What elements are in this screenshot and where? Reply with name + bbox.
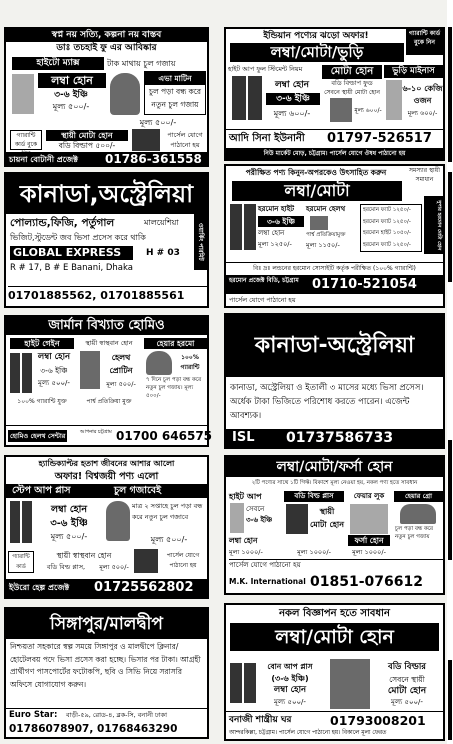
ad3-visa: ভিজিট,স্টুডেন্ট জব ভিসা প্রসেস করে থাকি xyxy=(10,233,146,242)
ad4-p2-sub: পার্শ্ব প্রতিক্রিয়ামুক্ত xyxy=(306,232,346,238)
ad4-big: লম্বা/মোটা xyxy=(232,181,402,201)
ad-canada-australia-global xyxy=(4,172,209,308)
ad-german-homeo xyxy=(4,315,213,447)
ad2-slim-price: মূল্য ৬০০/- xyxy=(407,109,438,117)
ad6-big: কানাডা-অস্ট্রেলিয়া xyxy=(226,315,443,377)
ad9-address: বাড়ী-৫৯, রোড-৪, ব্লক-সি, বনানী ঢাকা xyxy=(66,711,167,719)
ad8-footer-name: M.K. International xyxy=(229,577,306,586)
ad5-muscle-image xyxy=(80,351,100,389)
ad10-p1-inch: (৩-৬ ইঞ্চি) xyxy=(271,674,309,683)
ad2-fat-image xyxy=(330,98,352,122)
ad6-company: ISL xyxy=(232,430,255,445)
ad5-footer xyxy=(6,425,213,446)
ad-mk-international xyxy=(224,455,445,595)
ad2-slim-image xyxy=(386,80,402,120)
ad4-inch: ৩-৬ ইঞ্চি xyxy=(258,216,304,227)
ad8-p4-image xyxy=(400,504,436,524)
ad7-muscle-prod: বডি বিল্ড প্লাস, xyxy=(46,563,86,571)
ad7-hair-text: মাত্র ২ সপ্তাহে চুল পড়া বন্ধ করে নতুন চুল গজাবে xyxy=(132,502,203,521)
ad8-big: লম্বা/মোটা/ফর্সা হোন xyxy=(226,457,443,477)
ad2-phone: 01797-526517 xyxy=(327,131,432,146)
ad4-muscle-image xyxy=(310,216,328,230)
ad2-inch: ৩-৬ ইঞ্চি xyxy=(266,93,320,105)
ad-banaji-shastriya xyxy=(224,603,445,741)
ad7-man-image-1 xyxy=(10,501,20,543)
ad2-tag: গ্যারান্টি কার্ড বুকে নিন xyxy=(406,29,443,55)
ad1-inch: ৩-৬ ইঞ্চি xyxy=(54,90,88,100)
ad7-parcel: পার্সেল যোগে পাঠানো হয় xyxy=(166,552,200,569)
ad1-hair-box xyxy=(144,71,206,115)
ad1-price2: মূল্য ৫০০/- xyxy=(139,118,177,127)
ad8-p3: ফেয়ার লুক xyxy=(353,492,385,500)
ad7-band xyxy=(6,484,207,498)
ad9-address-row xyxy=(6,708,207,722)
ad2-slim-title: ভুড়ি মাইনাস xyxy=(384,65,443,78)
ad10-p2-s: সেবনে স্থায়ী xyxy=(389,675,425,684)
ad1-guarantee: গ্যারান্টি কার্ড বুকে xyxy=(10,130,42,150)
ad7-phone: 01725562802 xyxy=(94,580,194,595)
ad8-p1-inch: ৩-৬ ইঞ্চি xyxy=(246,516,273,524)
ad1-muscle-image xyxy=(132,129,160,151)
ad5-col2-big: হেলথ প্রোটিন xyxy=(109,353,133,375)
cropped-right-edge xyxy=(447,0,453,744)
ad10-address: আন্দরকিল্লা, চট্টগ্রাম। পার্সেল যোগে পাঠানো হয়। বিকালে মূল্য ফেরত xyxy=(229,730,387,736)
ad8-p1-s: সেবনে xyxy=(246,505,265,513)
ad-hormone-products xyxy=(224,164,445,308)
ad7-muscle: স্থায়ী স্বাস্থবান হোন xyxy=(56,551,112,560)
ad7-muscle-price: মূল্য ৫০০/- xyxy=(99,563,129,571)
ad7-price1: মূল্য ৫০০/- xyxy=(50,532,88,541)
ad2-fat-sub: বডি বিল্ডাপ ফুড xyxy=(331,79,373,87)
ad9-body: নিশ্চয়তা সহকারে স্বল্প সময়ে সিঙ্গাপুর ও মালদ্বীপে ক্লিনার/হোটেলবয় পদে ভিসা প্রসেস করা হচ্ছে। ভিসার পর টাকা। আগ্রহী প্রার্থীগণ পাসপোর্টের ফটোকপি, ছবি ও সিভি নিয়ে সরাসরি অফিসে যোগাযোগ করুন। xyxy=(10,642,201,689)
ad9-big: সিঙ্গাপুর/মালদ্বীপ xyxy=(6,609,207,639)
ad2-headline: ইন্ডিয়ান পণ্যের ঝড়ো অফার! xyxy=(263,31,369,41)
ad2-man-image-2 xyxy=(248,76,262,120)
ad7-line2: অফার! বিশ্বজয়ী পণ্য এলো xyxy=(54,471,159,482)
ad1-pill: স্থায়ী মোটা হোন xyxy=(46,130,128,141)
ad10-p2-price: মূল্য ৫০০/- xyxy=(391,698,423,706)
ad4-footer xyxy=(226,276,443,294)
ad8-p4: হেয়ার গ্রো xyxy=(394,491,443,502)
ad8-p2-big: স্থায়ী মোটা হোন xyxy=(310,507,345,529)
ad5-man-image-2 xyxy=(22,353,32,393)
ad3-road: R # 17, B # E Banani, Dhaka xyxy=(10,263,133,273)
ad2-price1: মূল্য ৬০০/- xyxy=(273,109,311,118)
ad4-p2: হরমোন হেলথ xyxy=(306,205,346,213)
ad-step-up-plus xyxy=(4,455,209,599)
ad5-headline: জার্মান বিখ্যাত হোমিও xyxy=(6,317,207,335)
ad3-house: H # 03 xyxy=(146,248,180,258)
ad5-price1: মূল্য ৫০০/- xyxy=(38,379,70,387)
ad4-mini-3: হরমোন হাইট ১০৫০/- xyxy=(363,230,412,236)
ad1-footer xyxy=(6,152,207,167)
ad8-p1: হাইট আপ xyxy=(229,492,262,501)
ad5-man-image-1 xyxy=(10,353,20,393)
ad2-address: নিউ মার্কেট মোড়, চট্টগ্রাম। পার্সেল যোগে ঔষধ পাঠানো হয় xyxy=(226,148,443,159)
ad2-slim-range: ৬-১০ কেজি xyxy=(402,84,443,93)
ad4-p2-price: মূল্য ১১৫০/- xyxy=(306,241,340,249)
ad4-parcel: পার্সেল যোগে পাঠানো হয় xyxy=(229,296,296,304)
ad10-p2-big: মোটা হোন xyxy=(387,686,427,696)
ad4-mini-list xyxy=(360,204,422,252)
ad4-p1-price: মূল্য ১২৫০/- xyxy=(258,240,292,248)
ad8-p2-image xyxy=(286,504,308,534)
ad8-p2-price: মূল্য ১০০০/- xyxy=(297,548,331,556)
ad1-hair-text1: চুল পড়া বন্ধ করে xyxy=(149,87,201,96)
ad7-man-image-2 xyxy=(22,501,32,543)
ad10-p2: বডি বিল্ডার xyxy=(388,662,426,672)
ad1-parcel: পার্সেল যোগে পাঠানো হয় xyxy=(167,131,203,149)
ad3-big: কানাডা,অস্ট্রেলিয়া xyxy=(6,174,207,214)
ad7-footer xyxy=(6,579,207,597)
ad5-col3-title: হেয়ার হরমো xyxy=(144,338,207,349)
ad10-p1: বোন আপ প্লাস xyxy=(267,662,313,671)
ad5-footer-name: হোমিও হেলথ সেন্টার xyxy=(10,432,66,440)
ad5-col1-big: লম্বা হোন xyxy=(37,352,71,362)
ad7-line1: হ্যান্ডিক্যাপ্টর হতাশ জীবনের আশার আলো xyxy=(38,459,175,468)
ad1-bottle-image xyxy=(12,74,34,114)
ad7-price2: মূল্য ৫০০/- xyxy=(150,535,188,544)
ad1-hair-top: টাক মাথায় চুল গজায় xyxy=(107,59,176,68)
ad3-phone: 01701885562, 01701885561 xyxy=(8,286,207,305)
ad1-hair-text2: নতুন চুল গজায় xyxy=(151,100,199,109)
ad10-big: লম্বা/মোটা হোন xyxy=(230,623,439,651)
ad4-side-top: সমস্যার স্থায়ী সমাধান xyxy=(409,167,440,183)
ad-hair-height-china xyxy=(4,27,209,167)
ad1-hair-title: এভা মাটিন xyxy=(145,72,205,85)
ad4-p1-sub: লম্বা হোন xyxy=(258,229,285,237)
ad4-society: বিঃ দ্রঃ লন্ডনের হরমোন সোসাইটি কর্তৃক পরীক্ষিত (১০০% গ্যারান্টি) xyxy=(226,262,443,276)
ad-indian-products xyxy=(224,27,445,161)
ad8-p1-big: লম্বা হোন xyxy=(229,536,258,545)
ad4-mini-1: হরমোন ফ্যাট ১২৫০/- xyxy=(363,207,411,213)
ad1-head-image xyxy=(110,73,140,115)
ad5-side-effect: পার্শ্ব প্রতিক্রিয়া মুক্ত xyxy=(86,398,132,405)
ad1-line2: ডাঃ তচহাই ফু এর আবিষ্কার xyxy=(56,43,157,53)
ad2-big: লম্বা/মোটা/ভুড়ি xyxy=(230,43,404,62)
ad3-side: ওয়ার্কিং পারমিট xyxy=(194,214,207,270)
ad10-man-image-1 xyxy=(230,663,242,703)
ad3-countries: পোল্যান্ড,ফিজি, পর্তুগাল xyxy=(10,217,115,229)
ad8-parcel: পার্সেল যোগে পাঠানো হয় xyxy=(229,559,443,571)
ad5-guarantee: ১০০% গ্যারান্টি যুক্ত xyxy=(17,398,67,405)
ad8-p1-price: মূল্য ১০০০/- xyxy=(229,548,263,556)
ad1-footer-name: চায়না বোটানী প্রজেক্ট xyxy=(9,155,78,164)
ad4-phone: 01710-521054 xyxy=(312,277,417,292)
ad5-col1-title: হাইট গেইন xyxy=(10,338,74,349)
ad1-badge: হাইটো ম্যাক্স xyxy=(12,57,104,70)
ad7-footer-name: ইউরো হেল্প প্রজেক্ট xyxy=(9,583,70,592)
ad7-band-label: স্টেপ আপ প্লাস xyxy=(12,485,71,496)
ad2-ht-title: হাইট আপ ফুল স্টিমেন্ট নিয়ম xyxy=(228,65,303,73)
ad4-p1: হরমোন হাইট xyxy=(258,205,295,213)
ad1-line1: স্বপ্ন নয় সত্যি, কল্পনা নয় বাস্তব xyxy=(6,29,207,42)
ad10-footer-name: বনাজী শান্ত্রীয় ঘর xyxy=(229,715,292,725)
ad4-man-image-2 xyxy=(244,204,256,250)
ad8-p3-image xyxy=(350,504,388,534)
ad4-side-tag1: সুপার হরমোন xyxy=(436,199,442,228)
ad7-big: লম্বা হোন xyxy=(50,504,87,515)
ad5-phone: 01700 646575 xyxy=(116,429,213,443)
ad10-muscle-image xyxy=(330,659,370,709)
ad4-mini-4: হরমোন ফ্যাট ১২৫০/- xyxy=(363,241,411,248)
ad10-p1-big: লম্বা হোন xyxy=(273,685,307,695)
ad10-headline: নকল বিজ্ঞাপন হতে সাবধান xyxy=(279,608,390,619)
ad-singapore-maldives xyxy=(4,607,209,739)
ad3-company: GLOBAL EXPRESS xyxy=(10,246,133,260)
ad4-side-tag xyxy=(424,196,443,254)
ad2-fat-sub2: সেবনে স্থায়ী মোটা হোন xyxy=(324,89,380,96)
ad8-p3-big: ফর্সা হোন xyxy=(348,535,390,546)
ad4-headline: পরীক্ষিত পণ্য কিনুন-অপরকেও উৎসাহিত করুন xyxy=(245,168,387,177)
ad3-extra: মালয়েশিয়া xyxy=(144,218,179,227)
ad5-footer-sub: আপনার চট্টগ্রাম xyxy=(80,429,112,435)
ad4-side-tag2: মোটা হোন xyxy=(436,228,442,251)
ad2-ht-text: লম্বা হোন xyxy=(274,80,310,90)
ad7-band2-label: চুল গজাবেই xyxy=(114,485,162,496)
ad1-phone: 01786-361558 xyxy=(105,152,202,166)
ad8-p2: বডি বিল্ড প্লাস xyxy=(284,491,344,502)
ad7-head-image xyxy=(106,501,130,541)
ad2-footer-name: আদি সিনা ইউনানী xyxy=(229,133,305,144)
ad2-fat-title: মোটা হোন xyxy=(322,65,382,79)
ad7-muscle-image xyxy=(134,549,158,573)
ad5-col3-tag: ১০০% গ্যারান্টি xyxy=(180,354,200,371)
ad4-mini-2: হরমোন ফ্যাট ১২৫০/- xyxy=(363,218,411,225)
ad2-fat-price: মূল্য ৬০০/- xyxy=(354,107,382,114)
ad6-body: কানাডা, অস্ট্রেলিয়া ও ইতালী ৩ মাসের মধ্যে ভিসা প্রসেস। অর্ধেক টাকা ভিজিতে পরিশোধ করতে পারেন। এজেন্ট আবশ্যক। xyxy=(230,383,424,421)
ad7-inch: ৩-৬ ইঞ্চি xyxy=(50,518,88,529)
ad8-p1-image xyxy=(230,503,244,533)
ad4-man-image-1 xyxy=(230,204,242,250)
ad-canada-australia-isl xyxy=(224,313,445,449)
ad6-footer xyxy=(226,429,443,447)
ad2-man-image-1 xyxy=(232,76,246,120)
ad8-footer xyxy=(226,571,443,593)
ad1-bodybuild: বডি বিল্ডাপ ৫০০/- xyxy=(58,141,116,150)
ad10-man-image-2 xyxy=(244,663,256,703)
ad5-inch: ৩-৬ ইঞ্চি xyxy=(40,366,68,375)
ad1-price1: মূল্য ৫০০/- xyxy=(52,102,90,111)
ad2-footer xyxy=(226,129,443,148)
ad5-head-image xyxy=(146,351,172,375)
ad5-col2-title: স্থায়ী স্বাস্থবান হোন xyxy=(85,339,133,347)
ad10-footer xyxy=(226,711,443,729)
ad4-footer-name: হরমোন প্রজেক্ট বিডি, চট্টগ্রাম xyxy=(229,277,299,284)
ad8-p4-text: চুল পড়া বন্ধ করে নতুন চুল গজায় xyxy=(395,526,434,540)
ad5-col2-price: মূল্য ৫০০/- xyxy=(106,380,136,388)
ad9-company: Euro Star: xyxy=(9,710,58,720)
ad10-p1-price: মূল্য ৫০০/- xyxy=(274,698,306,706)
ad6-phone: 01737586733 xyxy=(286,430,394,446)
ad8-p3-price: মূল্য ১০০০/- xyxy=(352,548,386,556)
ad7-guarantee: গ্যারান্টি কার্ড xyxy=(8,551,34,573)
ad1-big: লম্বা হোন xyxy=(38,73,106,88)
ad2-slim-word: ওজন xyxy=(413,96,432,105)
ad10-phone: 01793008201 xyxy=(330,713,426,728)
ad5-col3-text: ৭ দিনে চুল পড়া বন্ধ করে নতুন চুল গজায়। মূল্য ৫০০/- xyxy=(146,377,202,399)
ad8-phone: 01851-076612 xyxy=(310,574,423,590)
ad9-phone: 01786078907, 01768463290 xyxy=(9,723,178,735)
ad8-sub: ২টি পণ্যের সাথে ১টি গিফ্ট। বিকাশে মূল্য নেওয়া হয়, নকল পণ্য হতে সাবধান xyxy=(251,480,418,486)
